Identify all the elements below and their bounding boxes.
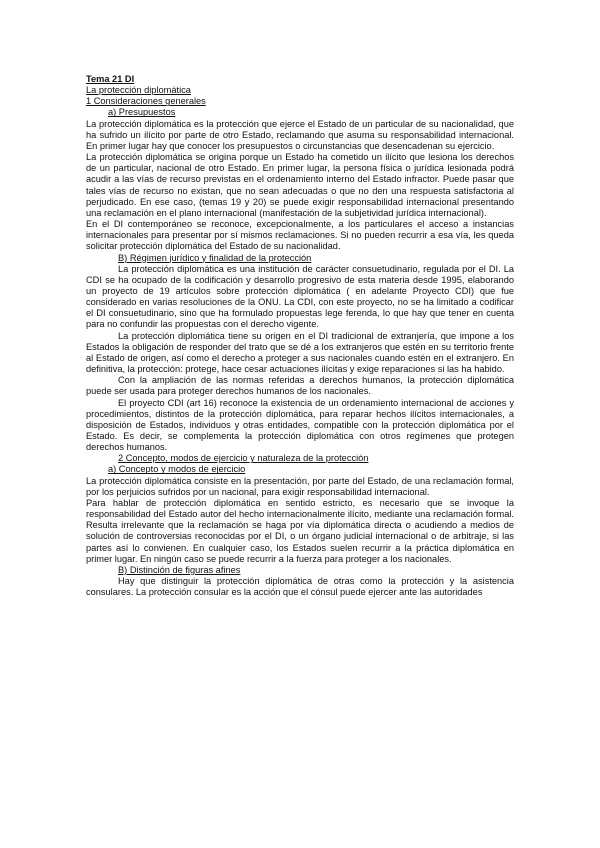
section-heading-2: 2 Concepto, modos de ejercicio y naturaleza de la protección (118, 453, 369, 464)
paragraph-2: La protección diplomática se origina porque un Estado ha cometido un ilícito que lesiona los derechos de un particular, nacional de otro Estado. En primer lugar, la persona física o jurídica lesionada podrá acudir a las vías de recurso previstas en el ordenamiento interno del Estado infractor. Puede pasar que tales vías de recurso no existan, que no sean adecuadas o que no den una respuesta satisfactoria al perjudicado. En ese caso, (temas 19 y 20) se puede exigir responsabilidad internacional presentando una reclamación en el plano internacional (manifestación de la subjetividad jurídica internacional). (86, 152, 514, 218)
paragraph-7: El proyecto CDI (art 16) reconoce la existencia de un ordenamiento internacional de acciones y procedimientos, distintos de la protección diplomática, para reparar hechos ilícitos internacionales, a disposición de Estados, individuos y otras entidades, compatible con la protección diplomática por el Estado. Es decir, se complementa la protección diplomática con otros regímenes que protegen derechos humanos. (86, 397, 514, 453)
doc-title: Tema 21 DI (86, 74, 135, 84)
paragraph-8: La protección diplomática consiste en la presentación, por parte del Estado, de una reclamación formal, por los perjuicios sufridos por un nacional, para exigir responsabilidad internacional. (86, 475, 514, 497)
paragraph-1: La protección diplomática es la protección que ejerce el Estado de un particular de su nacionalidad, que ha sufrido un ilícito por parte de otro Estado, reclamando que asuma su responsabilidad internacional. En primer lugar hay que conocer los presupuestos o circunstancias que desencadenan su ejercicio. (86, 118, 514, 151)
paragraph-10: Hay que distinguir la protección diplomática de otras como la protección y la asistencia consulares. La protección consular es la acción que el cónsul puede ejercer ante las autoridades (86, 576, 514, 598)
paragraph-5: La protección diplomática tiene su origen en el DI tradicional de extranjería, que impone a los Estados la obligación de responder del trato que se dé a los extranjeros que estén en su territorio frente al Estado de origen, así como el derecho a proteger a sus nacionales cuando estén en el extranjero. En definitiva, la protección: protege, hace cesar actuaciones ilícitas y exige reparaciones si las ha habido. (86, 330, 514, 375)
subheading-presupuestos: a) Presupuestos (108, 107, 176, 118)
paragraph-3: En el DI contemporáneo se reconoce, excepcionalmente, a los particulares el acceso a instancias internacionales para presentar por sí mismos reclamaciones. Si no pueden recurrir a esa vía, les queda solicitar protección diplomática del Estado de su nacionalidad. (86, 219, 514, 252)
doc-subtitle: La protección diplomática (86, 85, 191, 96)
paragraph-6: Con la ampliación de las normas referidas a derechos humanos, la protección diplomática puede ser usada para proteger derechos humanos de los nacionales. (86, 375, 514, 397)
paragraph-4: La protección diplomática es una institución de carácter consuetudinario, regulada por el DI. La CDI se ha ocupado de la codificación y desarrollo progresivo de esta materia desde 1995, elaborando un proyecto de 19 artículos sobre protección diplomática ( en adelante Proyecto CDI) que fue considerado en varias resoluciones de la ONU. La CDI, con este proyecto, no se ha limitado a codificar el DI consuetudinario, sino que ha formulado propuestas lege ferenda, lo que hay que tener en cuenta para no confundir las propuestas con el derecho vigente. (86, 263, 514, 330)
subheading-regimen: B) Régimen jurídico y finalidad de la protección (118, 252, 312, 263)
subheading-distincion: B) Distinción de figuras afines (118, 564, 241, 575)
subheading-concepto: a) Concepto y modos de ejercicio (108, 464, 246, 475)
paragraph-9: Para hablar de protección diplomática en sentido estricto, es necesario que se invoque la responsabilidad del Estado autor del hecho internacionalmente ilícito, mediante una reclamación formal. Resulta irrelevante que la reclamación se haga por vía diplomática directa o acudiendo a medios de solución de controversias reconocidas por el DI, o un órgano judicial internacional o de arbitraje, si las partes así lo convienen. En cualquier caso, los Estados suelen recurrir a la práctica diplomática en primer lugar. En ningún caso se puede recurrir a la fuerza para proteger a los nacionales. (86, 497, 514, 564)
section-heading-1: 1 Consideraciones generales (86, 96, 206, 107)
